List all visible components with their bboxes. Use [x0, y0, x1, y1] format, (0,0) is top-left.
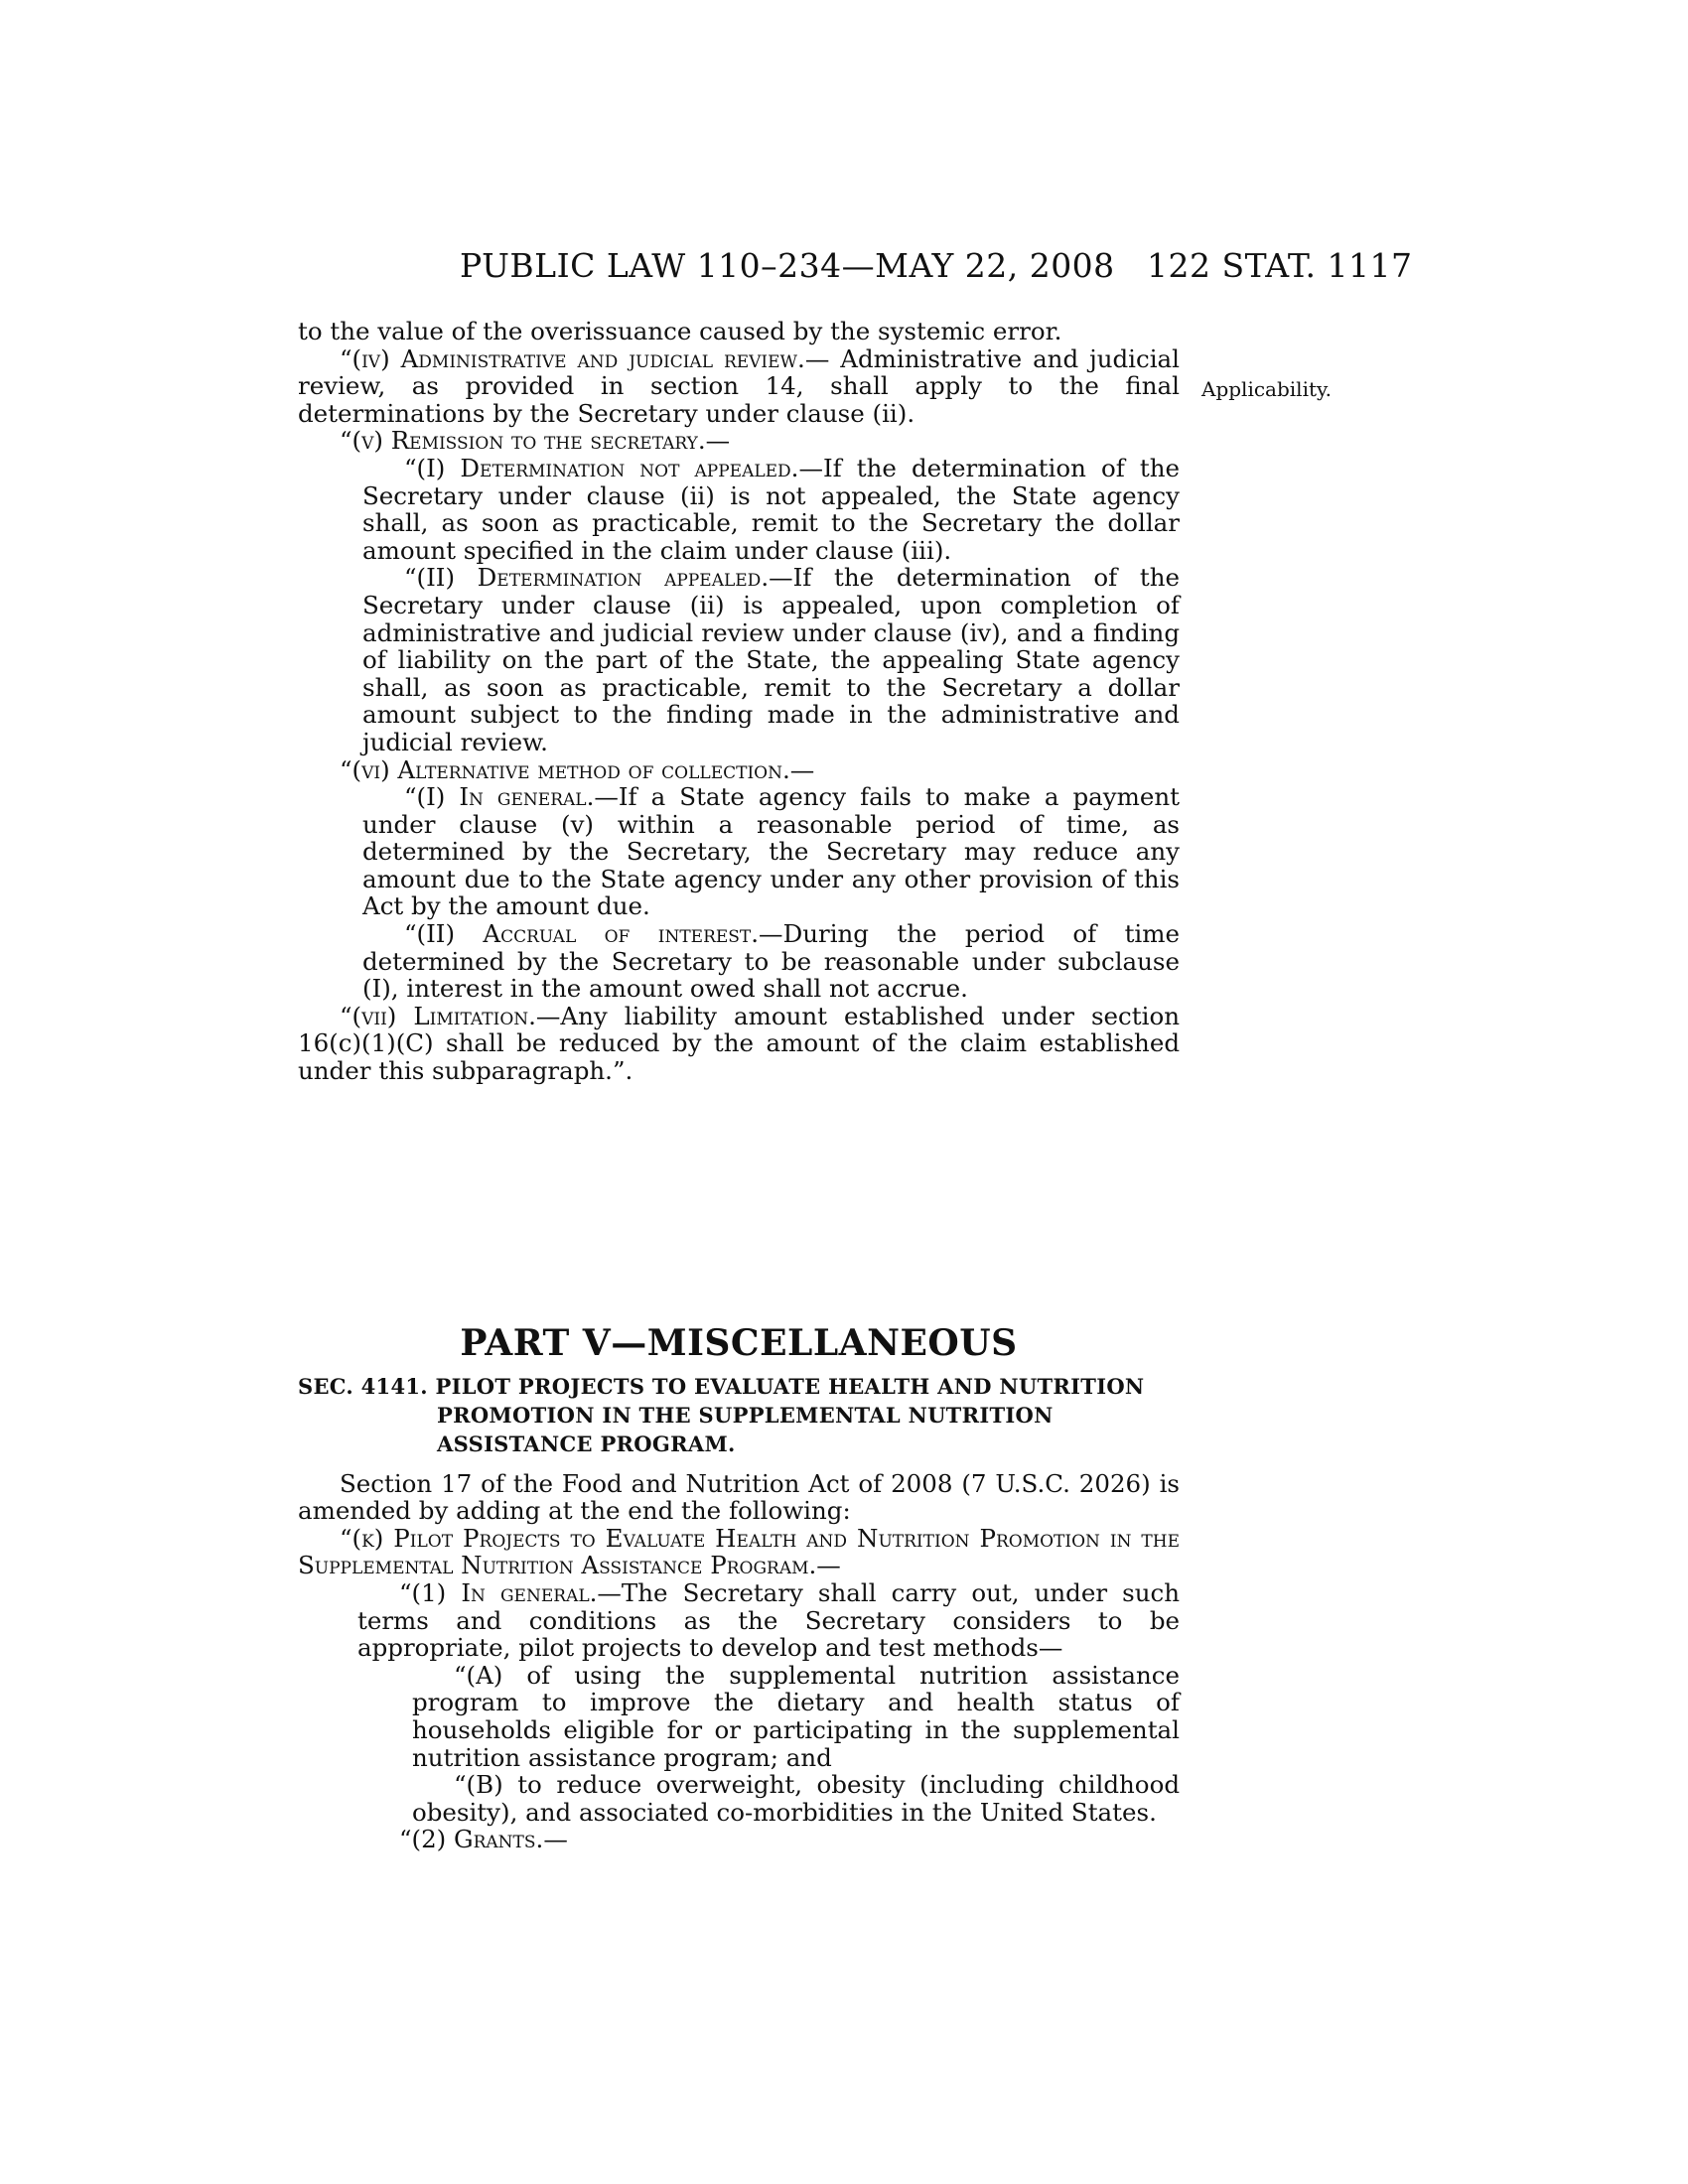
paragraph	[298, 1525, 1180, 1579]
paragraph	[298, 427, 1180, 455]
subclause-heading: “(I) In general.—	[404, 782, 619, 812]
paragraph	[298, 1003, 1180, 1085]
paragraph-text: The Secretary shall carry out, under such terms and conditions as the Secretary considers to be appropriate, pilot projects to develop and test methods—	[357, 1577, 1180, 1663]
paragraph	[298, 345, 1180, 428]
subclause-block	[298, 455, 1180, 756]
paragraph	[362, 564, 1180, 755]
paragraph-heading: “(2) Grants.—	[399, 1825, 568, 1854]
clause-heading: “(v) Remission to the secretary.—	[340, 426, 731, 456]
subclause-text: If a State agency fails to make a payment under clause (v) within a reasonable period of time, as determined by the Secretary, the Secretary may reduce any amount due to the State agency under any other provision of this Act by the amount due.	[362, 782, 1180, 921]
paragraph: “(A) of using the supplemental nutrition assistance program to improve the dietary and health status of households eligible for or participating in the supplemental nutrition assistance program; and	[412, 1660, 1180, 1772]
paragraph-block	[298, 1826, 1180, 1853]
subclause-text: If the determination of the Secretary under clause (ii) is not appealed, the State agency shall, as soon as practicable, remit to the Secretary the dollar amount specified in the claim under clause (iii).	[362, 453, 1180, 565]
subclause-heading: “(I) Determination not appealed.—	[404, 453, 823, 482]
paragraph	[362, 783, 1180, 920]
paragraph-block	[298, 1579, 1180, 1662]
running-header-title: PUBLIC LAW 110–234—MAY 22, 2008	[460, 246, 1115, 285]
subclause-heading: “(II) Determination appealed.—	[404, 563, 793, 593]
section-block	[298, 1310, 1180, 1853]
subclause-block	[298, 783, 1180, 1003]
paragraph: Section 17 of the Food and Nutrition Act of 2008 (7 U.S.C. 2026) is amended by adding at the end the following:	[298, 1468, 1180, 1526]
clause-text: Any liability amount established under section 16(c)(1)(C) shall be reduced by the amount of the claim established under this subparagraph.”.	[298, 1001, 1180, 1086]
subsection-heading: “(k) Pilot Projects to Evaluate Health and Nutrition Promotion in the Supplemental Nutrition Assistance Program.—	[298, 1523, 1180, 1580]
paragraph	[362, 920, 1180, 1003]
section-heading: SEC. 4141. PILOT PROJECTS TO EVALUATE HEALTH AND NUTRITION PROMOTION IN THE SUPPLEMENTAL NUTRITION ASSISTANCE PROGRAM.	[298, 1373, 1145, 1456]
clause-text: Administrative and judicial review, as provided in section 14, shall apply to the final determinations by the Secretary under clause (ii).	[298, 343, 1180, 428]
paragraph: to the value of the overissuance caused by the systemic error.	[298, 317, 1062, 345]
clause-heading: “(vi) Alternative method of collection.—	[340, 754, 815, 784]
subclause-text: If the determination of the Secretary under clause (ii) is appealed, upon completion of administrative and judicial review under clause (iv), and a finding of liability on the part of the State, the appealing State agency shall, as soon as practicable, remit to the Secretary a dollar amount subject to the finding made in the administrative and judicial review.	[362, 563, 1180, 756]
paragraph	[357, 1826, 1180, 1853]
running-header-page-number: 122 STAT. 1117	[1147, 246, 1413, 285]
paragraph	[362, 455, 1180, 564]
subparagraph-block	[298, 1662, 1180, 1827]
paragraph	[298, 756, 1180, 784]
paragraph: “(B) to reduce overweight, obesity (including childhood obesity), and associated co-morbidities in the United States.	[412, 1770, 1180, 1827]
subclause-heading: “(II) Accrual of interest.—	[404, 919, 783, 949]
margin-note: Applicability.	[1201, 377, 1332, 401]
clause-heading: “(iv) Administrative and judicial review.—	[340, 343, 830, 373]
paragraph-heading: “(1) In general.—	[399, 1577, 622, 1607]
body-text	[298, 318, 1180, 1085]
clause-heading: “(vii) Limitation.—	[340, 1001, 561, 1030]
paragraph	[357, 1579, 1180, 1662]
part-heading: PART V—MISCELLANEOUS	[460, 1322, 1018, 1364]
subclause-text: During the period of time determined by the Secretary to be reasonable under subclause (I), interest in the amount owed shall not accrue.	[362, 919, 1181, 1004]
